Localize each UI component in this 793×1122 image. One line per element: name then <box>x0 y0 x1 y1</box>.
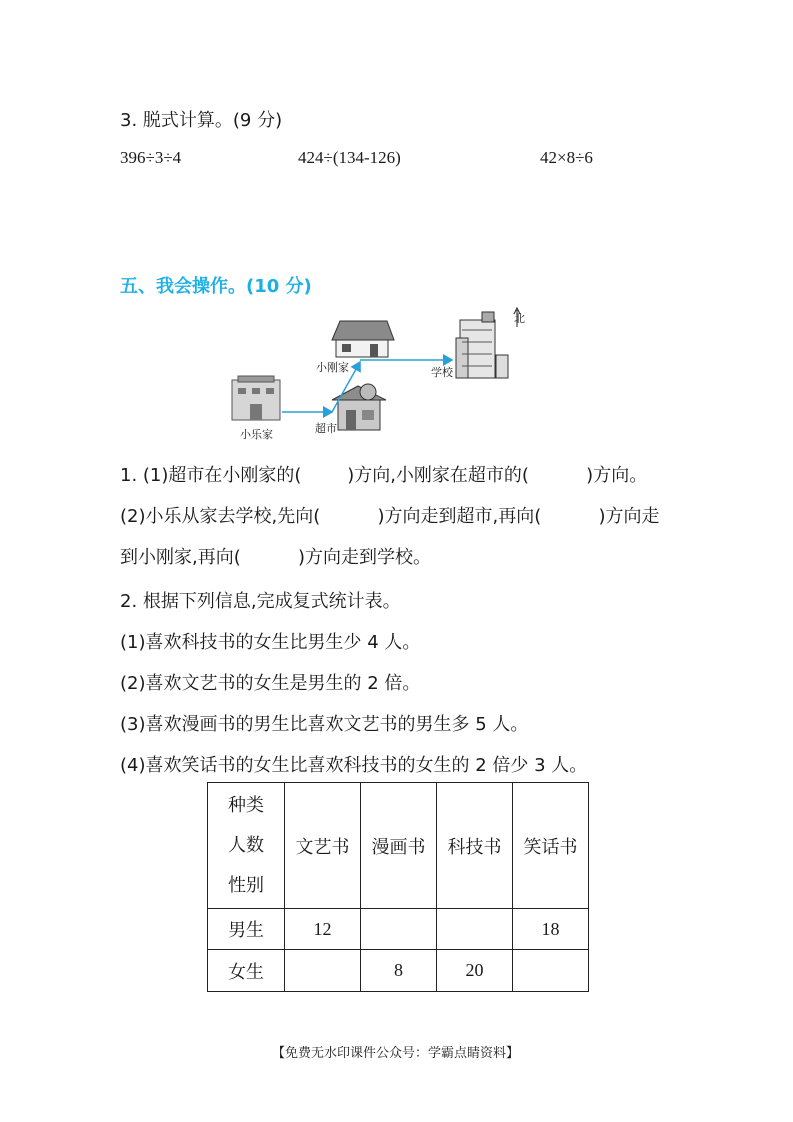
condition-4: (4)喜欢笑话书的女生比喜欢科技书的女生的 2 倍少 3 人。 <box>120 755 588 776</box>
expression-1: 396÷3÷4 <box>120 148 182 167</box>
direction-map <box>220 300 540 445</box>
table-cell[interactable] <box>513 950 589 992</box>
expression-3: 42×8÷6 <box>540 148 593 167</box>
supermarket-icon <box>332 384 386 430</box>
q1-line-2: (2)小乐从家去学校,先向( )方向走到超市,再向( )方向走 <box>120 506 660 527</box>
column-header: 科技书 <box>437 783 513 909</box>
table-cell[interactable]: 8 <box>361 950 437 992</box>
row-label: 女生 <box>208 950 285 992</box>
table-cell[interactable]: 12 <box>285 909 361 950</box>
label-school: 学校 <box>431 366 453 379</box>
condition-3: (3)喜欢漫画书的男生比喜欢文艺书的男生多 5 人。 <box>120 714 529 735</box>
north-label: 北 <box>514 312 525 325</box>
q1-line-1: 1. (1)超市在小刚家的( )方向,小刚家在超市的( )方向。 <box>120 465 648 486</box>
table-row <box>208 909 589 950</box>
label-supermarket: 超市 <box>315 422 337 435</box>
corner-label-count: 人数 <box>228 834 264 856</box>
label-xiaogang-home: 小刚家 <box>316 361 349 374</box>
q1-line-3: 到小刚家,再向( )方向走到学校。 <box>120 547 431 568</box>
statistics-table <box>207 782 589 992</box>
label-xiaole-home: 小乐家 <box>240 428 273 441</box>
table-corner-cell <box>208 783 285 909</box>
section-5-heading: 五、我会操作。(10 分) <box>120 276 312 297</box>
footer-note: 【免费无水印课件公众号：学霸点睛资料】 <box>272 1046 520 1061</box>
column-header: 笑话书 <box>513 783 589 909</box>
table-cell[interactable] <box>437 909 513 950</box>
q2-title: 2. 根据下列信息,完成复式统计表。 <box>120 591 401 612</box>
table-header-row <box>208 783 589 909</box>
corner-label-kind: 种类 <box>228 794 264 816</box>
xiaogang-house-icon <box>332 321 394 357</box>
table-cell[interactable] <box>361 909 437 950</box>
table-cell[interactable]: 20 <box>437 950 513 992</box>
table-row <box>208 950 589 992</box>
condition-1: (1)喜欢科技书的女生比男生少 4 人。 <box>120 632 421 653</box>
table-cell[interactable] <box>285 950 361 992</box>
row-label: 男生 <box>208 909 285 950</box>
question-3-title: 3. 脱式计算。(9 分) <box>120 110 283 131</box>
table-cell[interactable]: 18 <box>513 909 589 950</box>
corner-label-gender: 性别 <box>228 874 264 896</box>
xiaole-house-icon <box>232 376 280 420</box>
condition-2: (2)喜欢文艺书的女生是男生的 2 倍。 <box>120 673 421 694</box>
school-building-icon <box>456 312 508 378</box>
column-header: 漫画书 <box>361 783 437 909</box>
expression-2: 424÷(134-126) <box>298 148 401 167</box>
column-header: 文艺书 <box>285 783 361 909</box>
